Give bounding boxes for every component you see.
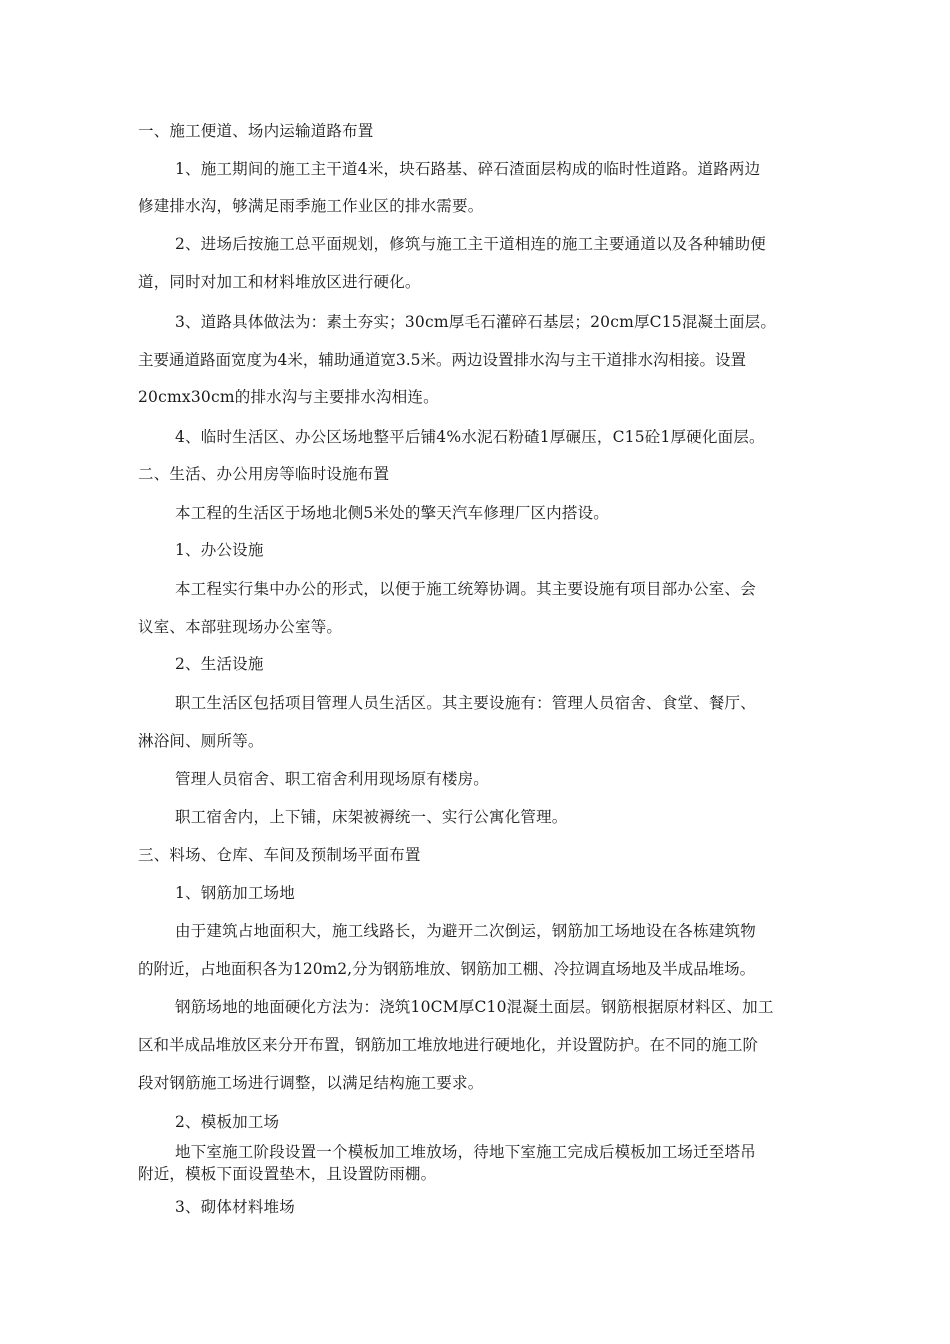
subheading-masonry: 3、砌体材料堆场 [175,1198,295,1216]
paragraph-line: 本工程实行集中办公的形式，以便于施工统筹协调。其主要设施有项目部办公室、会 [175,580,756,598]
paragraph-line: 附近，模板下面设置垫木，且设置防雨棚。 [138,1165,437,1183]
subheading-living: 2、生活设施 [175,655,264,673]
paragraph-line: 的附近，占地面积各为120m2,分为钢筋堆放、钢筋加工棚、冷拉调直场地及半成品堆场。 [138,960,756,978]
paragraph-line: 淋浴间、厕所等。 [138,732,264,750]
paragraph-line: 段对钢筋施工场进行调整，以满足结构施工要求。 [138,1074,484,1092]
section-heading-facilities: 二、生活、办公用房等临时设施布置 [138,465,390,483]
paragraph-line: 职工生活区包括项目管理人员生活区。其主要设施有：管理人员宿舍、食堂、餐厅、 [175,694,756,712]
paragraph-line: 1、施工期间的施工主干道4米，块石路基、碎石渣面层构成的临时性道路。道路两边 [175,160,761,178]
paragraph-line: 议室、本部驻现场办公室等。 [138,618,343,636]
paragraph-line: 主要通道路面宽度为4米，辅助通道宽3.5米。两边设置排水沟与主干道排水沟相接。设置 [138,351,747,369]
paragraph-line: 4、临时生活区、办公区场地整平后铺4%水泥石粉碴1厚碾压，C15砼1厚硬化面层。 [175,428,765,446]
paragraph-line: 区和半成品堆放区来分开布置，钢筋加工堆放地进行硬地化，并设置防护。在不同的施工阶 [138,1036,759,1054]
paragraph-line: 职工宿舍内，上下铺，床架被褥统一、实行公寓化管理。 [175,808,568,826]
paragraph-line: 由于建筑占地面积大，施工线路长，为避开二次倒运，钢筋加工场地设在各栋建筑物 [175,922,756,940]
paragraph-line: 3、道路具体做法为：素土夯实；30cm厚毛石灌碎石基层；20cm厚C15混凝土面层。 [175,313,777,331]
subheading-formwork: 2、模板加工场 [175,1113,280,1131]
paragraph-line: 2、进场后按施工总平面规划，修筑与施工主干道相连的施工主要通道以及各种辅助便 [175,235,766,253]
paragraph-line: 本工程的生活区于场地北侧5米处的擎天汽车修理厂区内搭设。 [175,504,609,522]
subheading-rebar: 1、钢筋加工场地 [175,884,295,902]
paragraph-line: 20cmx30cm的排水沟与主要排水沟相连。 [138,388,439,406]
paragraph-line: 道，同时对加工和材料堆放区进行硬化。 [138,273,421,291]
section-heading-yards: 三、料场、仓库、车间及预制场平面布置 [138,846,421,864]
paragraph-line: 地下室施工阶段设置一个模板加工堆放场，待地下室施工完成后模板加工场迁至塔吊 [175,1143,756,1161]
paragraph-line: 管理人员宿舍、职工宿舍利用现场原有楼房。 [175,770,490,788]
paragraph-line: 钢筋场地的地面硬化方法为：浇筑10CM厚C10混凝土面层。钢筋根据原材料区、加工 [175,998,774,1016]
subheading-office: 1、办公设施 [175,541,264,559]
paragraph-line: 修建排水沟，够满足雨季施工作业区的排水需要。 [138,197,484,215]
section-heading-roads: 一、施工便道、场内运输道路布置 [138,122,374,140]
